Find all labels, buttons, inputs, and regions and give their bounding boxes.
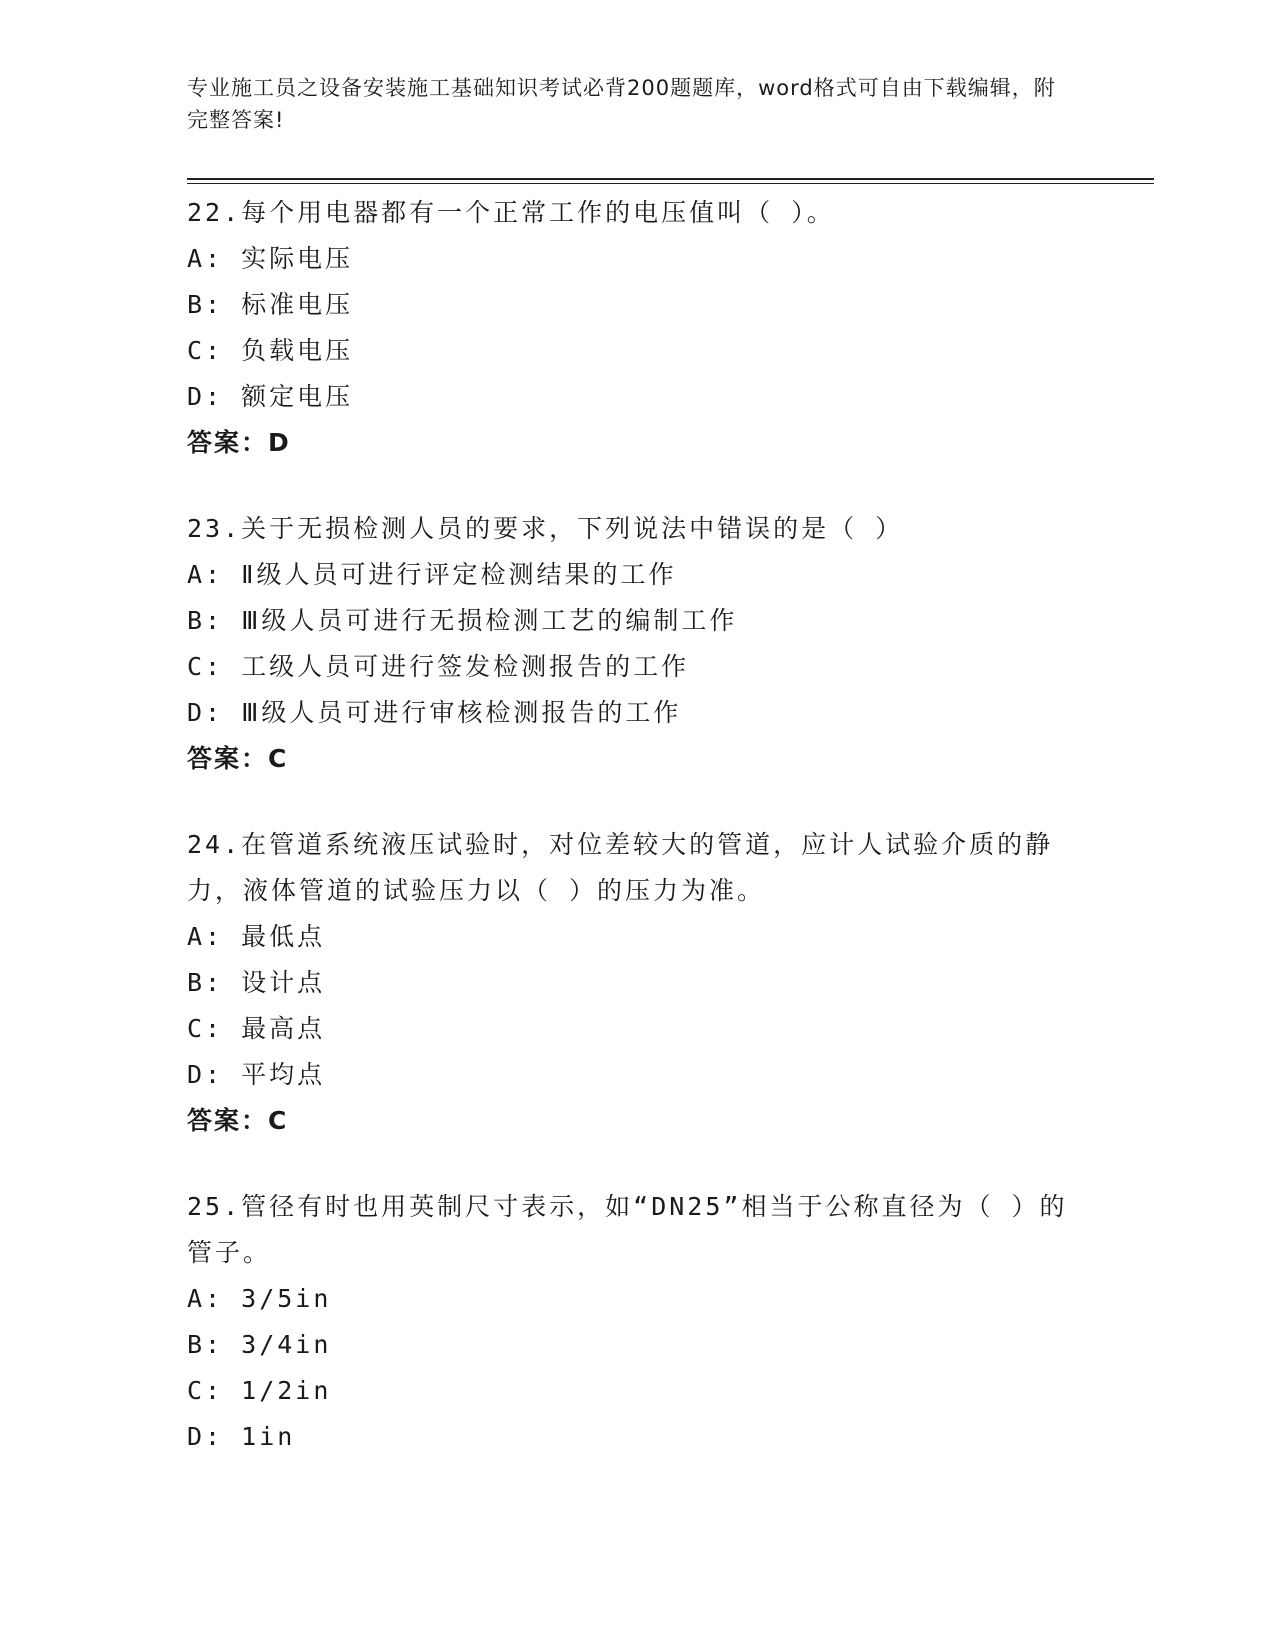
option-b: B: 3/4in	[187, 1330, 332, 1359]
option-b: B: 标准电压	[187, 290, 354, 319]
question-text: 24.在管道系统液压试验时，对位差较大的管道，应计人试验介质的静力，液体管道的试验压力以（ ）的压力为准。	[187, 830, 1054, 905]
question-text: 25.管径有时也用英制尺寸表示，如“DN25”相当于公称直径为（ ）的管子。	[187, 1192, 1068, 1267]
option-c: C: 工级人员可进行签发检测报告的工作	[187, 652, 690, 681]
option-d: D: 平均点	[187, 1060, 326, 1089]
header-divider-thin	[187, 183, 1154, 184]
option-c: C: 最高点	[187, 1014, 326, 1043]
question-item	[187, 1184, 1087, 1460]
option-b: B: Ⅲ级人员可进行无损检测工艺的编制工作	[187, 606, 738, 635]
option-a: A: 最低点	[187, 922, 326, 951]
question-list	[187, 190, 1087, 1492]
option-c: C: 负载电压	[187, 336, 354, 365]
answer-line: 答案：D	[187, 428, 291, 457]
answer-line: 答案：C	[187, 1106, 289, 1135]
option-b: B: 设计点	[187, 968, 326, 997]
question-item	[187, 506, 1087, 782]
option-c: C: 1/2in	[187, 1376, 332, 1405]
document-header: 专业施工员之设备安装施工基础知识考试必背200题题库，word格式可自由下载编辑，附完整答案!	[187, 76, 1056, 132]
question-item	[187, 190, 1087, 466]
question-text: 23.关于无损检测人员的要求，下列说法中错误的是（ ）	[187, 514, 904, 543]
option-d: D: 1in	[187, 1422, 296, 1451]
option-d: D: Ⅲ级人员可进行审核检测报告的工作	[187, 698, 682, 727]
option-a: A: 3/5in	[187, 1284, 332, 1313]
option-a: A: 实际电压	[187, 244, 354, 273]
question-item	[187, 822, 1087, 1144]
question-text: 22.每个用电器都有一个正常工作的电压值叫（ ）。	[187, 198, 835, 227]
option-a: A: Ⅱ级人员可进行评定检测结果的工作	[187, 560, 677, 589]
answer-line: 答案：C	[187, 744, 289, 773]
option-d: D: 额定电压	[187, 382, 354, 411]
header-divider-thick	[187, 178, 1154, 180]
